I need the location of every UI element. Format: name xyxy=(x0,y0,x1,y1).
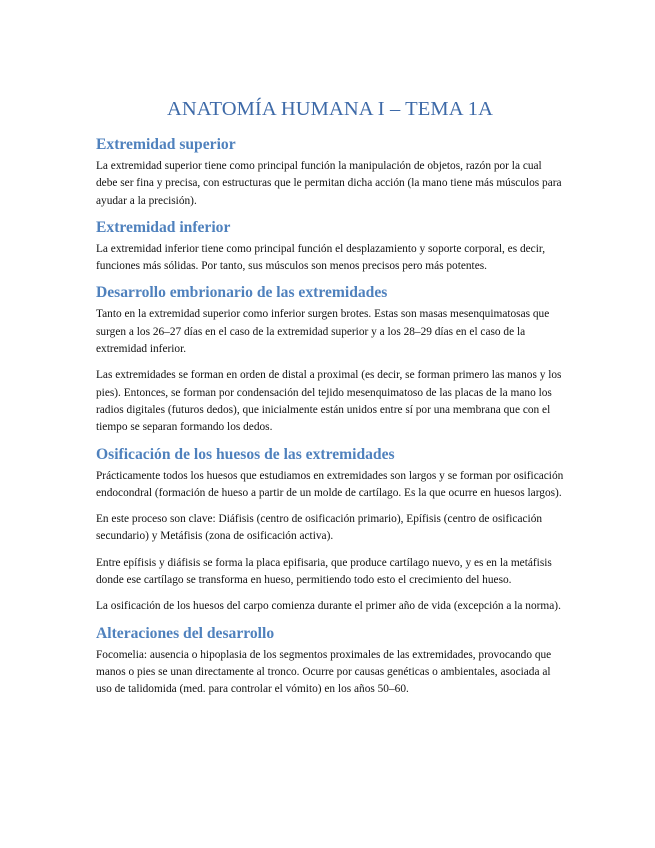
section-heading: Extremidad superior xyxy=(96,136,236,153)
section-extremidad-inferior xyxy=(96,218,564,276)
section-heading: Alteraciones del desarrollo xyxy=(96,624,275,642)
section-heading: Desarrollo embrionario de las extremidades xyxy=(96,284,388,302)
document-page xyxy=(96,96,564,707)
paragraph: La extremidad inferior tiene como principal función el desplazamiento y soporte corporal, es decir, funciones más sólidas. Por tanto, sus músculos son menos precisos pero más potentes. xyxy=(96,242,546,273)
section-desarrollo-embrionario xyxy=(96,283,564,436)
document-title: ANATOMÍA HUMANA I – TEMA 1A xyxy=(167,98,493,120)
section-osificacion xyxy=(96,445,564,616)
section-heading: Osificación de los huesos de las extremidades xyxy=(96,445,395,463)
paragraph: La osificación de los huesos del carpo comienza durante el primer año de vida (excepción a la norma). xyxy=(96,600,561,613)
paragraph: Entre epífisis y diáfisis se forma la placa epifisaria, que produce cartílago nuevo, y es en la metáfisis donde ese cartílago se transforma en hueso, permitiendo todo esto el crecimiento del hueso. xyxy=(96,556,552,587)
section-alteraciones xyxy=(96,624,564,699)
section-extremidad-superior xyxy=(96,135,564,210)
paragraph: Tanto en la extremidad superior como inferior surgen brotes. Estas son masas mesenquimatosas que surgen a los 26–27 días en el caso de la extremidad superior y a los 28–29 días en el caso de la extremidad inferior. xyxy=(96,308,550,356)
paragraph: Prácticamente todos los huesos que estudiamos en extremidades son largos y se forman por osificación endocondral (formación de hueso a partir de un molde de cartílago. Es la que ocurre en huesos largos). xyxy=(96,469,564,499)
paragraph: Focomelia: ausencia o hipoplasia de los segmentos proximales de las extremidades, provocando que manos o pies se unan directamente al tronco. Ocurre por causas genéticas o ambientales, asociada al uso de talidomida (med. para controlar el vómito) en los años 50–60. xyxy=(96,648,552,696)
paragraph: Las extremidades se forman en orden de distal a proximal (es decir, se forman primero las manos y los pies). Entonces, se forman por condensación del tejido mesenquimatoso de las placas de la mano los radios digitales (futuros dedos), que inicialmente están unidos entre sí por una membrana que con el tiempo se separan formando los dedos. xyxy=(96,369,562,434)
section-heading: Extremidad inferior xyxy=(96,218,231,236)
paragraph: En este proceso son clave: Diáfisis (centro de osificación primario), Epífisis (centro de osificación secundario) y Metáfisis (zona de osificación activa). xyxy=(96,513,543,543)
paragraph: La extremidad superior tiene como principal función la manipulación de objetos, razón por la cual debe ser fina y precisa, con estructuras que le permitan dicha acción (la mano tiene más músculos para ayudar a la precisión). xyxy=(96,160,562,207)
